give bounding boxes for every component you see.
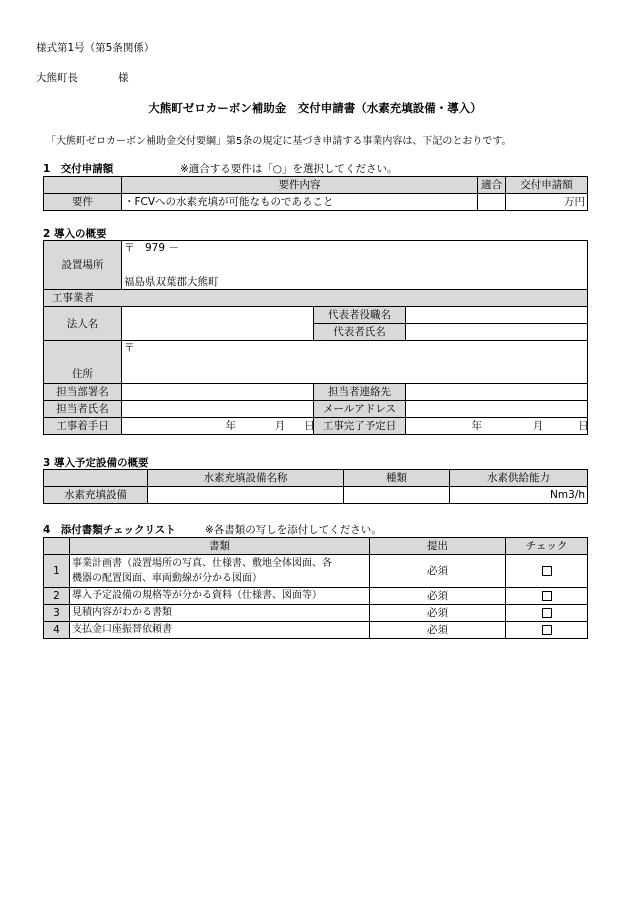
contractor-address-input[interactable]: 〒 <box>122 341 588 384</box>
end-date-input[interactable] <box>406 418 588 435</box>
col-submit: 提出 <box>370 538 506 555</box>
requirement-text: ・FCVへの水素充填が可能なものであること <box>122 194 478 211</box>
equipment-row-label: 水素充填設備 <box>44 487 148 504</box>
col-capacity: 水素供給能力 <box>450 470 588 487</box>
col-requirement: 要件内容 <box>122 177 478 194</box>
person-input[interactable] <box>122 401 314 418</box>
contractor-address-label: 住所 <box>44 341 122 384</box>
end-day: 日 <box>578 420 589 432</box>
checklist-table <box>43 537 588 639</box>
corp-name-input[interactable] <box>122 307 314 341</box>
equipment-table <box>43 469 588 504</box>
equipment-type-input[interactable] <box>344 487 450 504</box>
rep-name-label: 代表者氏名 <box>314 324 406 341</box>
rep-title-input[interactable] <box>406 307 588 324</box>
dept-label: 担当部署名 <box>44 384 122 401</box>
honorific: 様 <box>118 72 129 84</box>
end-year: 年 <box>471 420 482 432</box>
checklist-doc: 見積内容がわかる書類 <box>70 605 370 622</box>
checkbox-icon[interactable] <box>542 591 552 601</box>
section2-heading: 2 導入の概要 <box>43 228 107 240</box>
col-type: 種類 <box>344 470 450 487</box>
location-label: 設置場所 <box>44 241 122 290</box>
intro-text: 「大熊町ゼロカーボン補助金交付要綱」第5条の規定に基づき申請する事業内容は、下記のとおりです。 <box>46 136 512 147</box>
checkbox-icon[interactable] <box>542 625 552 635</box>
checkbox-icon[interactable] <box>542 566 552 576</box>
start-year: 年 <box>225 420 236 432</box>
section3-heading: 3 導入予定設備の概要 <box>43 457 149 469</box>
contact-input[interactable] <box>406 384 588 401</box>
amount-input[interactable] <box>506 194 588 211</box>
rep-title-label: 代表者役職名 <box>314 307 406 324</box>
checklist-submit: 必須 <box>370 555 506 588</box>
person-label: 担当者氏名 <box>44 401 122 418</box>
start-date-label: 工事着手日 <box>44 418 122 435</box>
addressee: 大熊町長 <box>36 72 78 84</box>
start-day: 日 <box>304 420 315 432</box>
checklist-doc: 支払金口座振替依頼書 <box>70 622 370 639</box>
col-docs: 書類 <box>70 538 370 555</box>
match-select[interactable] <box>478 194 506 211</box>
checklist-submit: 必須 <box>370 588 506 605</box>
form-number: 様式第1号（第5条関係） <box>36 42 155 54</box>
address-field[interactable]: 福島県双葉郡大熊町 <box>122 264 588 290</box>
checklist-num: 3 <box>44 605 70 622</box>
section4-heading: 4 添付書類チェックリスト <box>43 524 176 536</box>
rep-name-input[interactable] <box>406 324 588 341</box>
checklist-doc-line2: 機器の配置図面、車両動線が分かる図面） <box>72 573 262 584</box>
col-equipment-name: 水素充填設備名称 <box>148 470 344 487</box>
end-month: 月 <box>532 420 544 432</box>
postal-code-field[interactable]: 〒 979 － <box>122 241 588 264</box>
checklist-submit: 必須 <box>370 605 506 622</box>
checklist-doc-line1: 事業計画書（設置場所の写真、仕様書、敷地全体図面、各 <box>72 558 332 569</box>
equipment-name-input[interactable] <box>148 487 344 504</box>
checklist-row <box>44 555 588 588</box>
corp-name-label: 法人名 <box>44 307 122 341</box>
start-date-input[interactable] <box>122 418 314 435</box>
checklist-submit: 必須 <box>370 622 506 639</box>
start-month: 月 <box>274 420 286 432</box>
section1-heading: 1 交付申請額 <box>43 163 114 175</box>
checklist-row <box>44 622 588 639</box>
checklist-row <box>44 605 588 622</box>
email-input[interactable] <box>406 401 588 418</box>
dept-input[interactable] <box>122 384 314 401</box>
amount-unit: 万円 <box>564 196 585 208</box>
section1-note: ※適合する要件は「○」を選択してください。 <box>180 163 398 175</box>
checklist-row <box>44 588 588 605</box>
checkbox-icon[interactable] <box>542 608 552 618</box>
col-amount: 交付申請額 <box>506 177 588 194</box>
col-check: チェック <box>506 538 588 555</box>
section4-note: ※各書類の写しを添付してください。 <box>205 524 382 536</box>
checklist-doc: 導入予定設備の規格等が分かる資料（仕様書、図面等） <box>70 588 370 605</box>
contractor-header: 工事業者 <box>44 290 588 307</box>
requirements-table <box>43 176 588 211</box>
col-match: 適合 <box>478 177 506 194</box>
requirement-row-label: 要件 <box>44 194 122 211</box>
overview-table <box>43 240 588 435</box>
capacity-input[interactable] <box>450 487 588 504</box>
checklist-num: 1 <box>44 555 70 588</box>
checklist-num: 4 <box>44 622 70 639</box>
capacity-unit: Nm3/h <box>550 489 585 501</box>
end-date-label: 工事完了予定日 <box>314 418 406 435</box>
page-title: 大熊町ゼロカーボン補助金 交付申請書（水素充填設備・導入） <box>148 101 482 115</box>
contact-label: 担当者連絡先 <box>314 384 406 401</box>
email-label: メールアドレス <box>314 401 406 418</box>
checklist-num: 2 <box>44 588 70 605</box>
